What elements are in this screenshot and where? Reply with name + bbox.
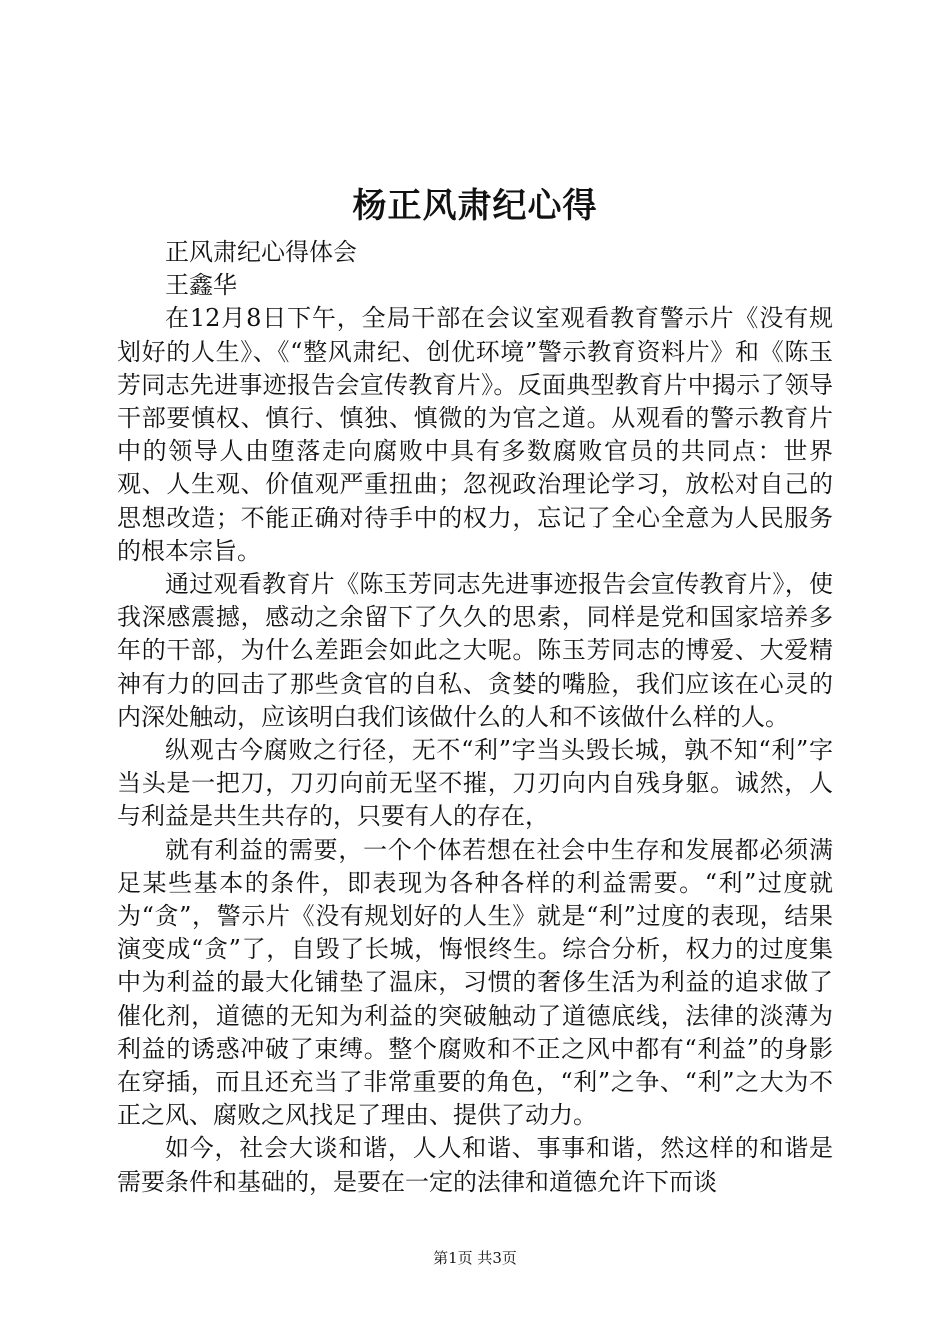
body-paragraph: 通过观看教育片《陈玉芳同志先进事迹报告会宣传教育片》，使我深感震撼，感动之余留下了久久的思索，同样是党和国家培养多年的干部，为什么差距会如此之大呢。陈玉芳同志的博爱、大爱精神有力的回击了那些贪官的自私、贪婪的嘴脸，我们应该在心灵的内深处触动，应该明白我们该做什么的人和不该做什么样的人。: [117, 570, 833, 731]
document-title: 杨正风肃纪心得: [352, 186, 598, 226]
page-footer: 第1页 共3页: [433, 1249, 517, 1267]
author-paragraph: 王鑫华: [165, 271, 237, 300]
document-body: [117, 236, 833, 1199]
body-paragraph: 就有利益的需要，一个个体若想在社会中生存和发展都必须满足某些基本的条件，即表现为各种各样的利益需要。“利”过度就为“贪”，警示片《没有规划好的人生》就是“利”过度的表现，结果演变成“贪”了，自毁了长城，悔恨终生。综合分析，权力的过度集中为利益的最大化铺垫了温床，习惯的奢侈生活为利益的追求做了催化剂，道德的无知为利益的突破触动了道德底线，法律的淡薄为利益的诱惑冲破了束缚。整个腐败和不正之风中都有“利益”的身影在穿插，而且还充当了非常重要的角色，“利”之争、“利”之大为不正之风、腐败之风找足了理由、提供了动力。: [117, 835, 833, 1130]
subtitle-paragraph: 正风肃纪心得体会: [165, 238, 357, 266]
body-paragraph: 在12月8日下午，全局干部在会议室观看教育警示片《没有规划好的人生》、《“整风肃纪、创优环境”警示教育资料片》和《陈玉芳同志先进事迹报告会宣传教育片》。反面典型教育片中揭示了领导干部要慎权、慎行、慎独、慎微的为官之道。从观看的警示教育片中的领导人由堕落走向腐败中具有多数腐败官员的共同点：世界观、人生观、价值观严重扭曲；忽视政治理论学习，放松对自己的思想改造；不能正确对待手中的权力，忘记了全心全意为人民服务的根本宗旨。: [117, 304, 833, 565]
body-paragraph: 如今，社会大谈和谐，人人和谐、事事和谐，然这样的和谐是需要条件和基础的，是要在一定的法律和道德允许下而谈: [117, 1134, 833, 1196]
body-paragraph: 纵观古今腐败之行径，无不“利”字当头毁长城，孰不知“利”字当头是一把刀，刀刃向前无坚不摧，刀刃向内自残身躯。诚然，人与利益是共生共存的，只要有人的存在，: [117, 736, 833, 831]
